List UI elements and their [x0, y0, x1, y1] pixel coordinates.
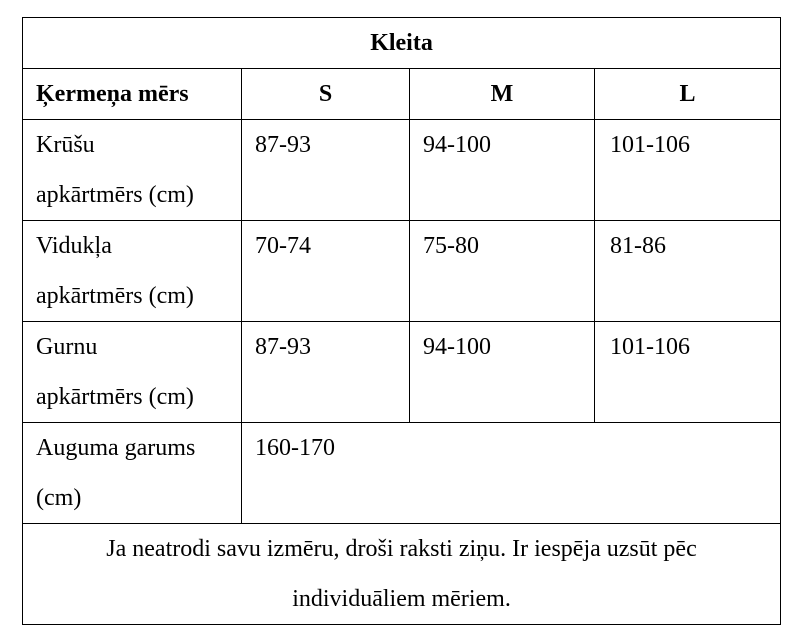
note-row [23, 524, 781, 625]
table-row-height [23, 423, 781, 524]
cell-hips-m: 94-100 [410, 322, 595, 423]
row-label-hips [23, 322, 242, 423]
size-chart-table [22, 17, 781, 625]
note-line2: individuāliem mēriem. [292, 586, 511, 612]
row-label-height [23, 423, 242, 524]
table-title: Kleita [23, 18, 781, 69]
table-row-hips [23, 322, 781, 423]
row-label-line1: Krūšu [36, 132, 95, 158]
row-label-line2: apkārtmērs (cm) [36, 182, 194, 208]
cell-chest-s: 87-93 [242, 120, 410, 221]
row-label-line2: apkārtmērs (cm) [36, 384, 194, 410]
row-label-line2: apkārtmērs (cm) [36, 283, 194, 309]
row-label-waist [23, 221, 242, 322]
cell-waist-l: 81-86 [595, 221, 781, 322]
row-label-chest [23, 120, 242, 221]
cell-chest-l: 101-106 [595, 120, 781, 221]
size-header-m: M [410, 69, 595, 120]
note-line1: Ja neatrodi savu izmēru, droši raksti ziņu. Ir iespēja uzsūt pēc [106, 536, 697, 562]
table-row-chest [23, 120, 781, 221]
header-row [23, 69, 781, 120]
row-label-line1: Auguma garums [36, 435, 196, 461]
measure-header: Ķermeņa mērs [23, 69, 242, 120]
cell-hips-l: 101-106 [595, 322, 781, 423]
title-row [23, 18, 781, 69]
cell-height-value: 160-170 [242, 423, 781, 524]
size-header-s: S [242, 69, 410, 120]
row-label-line1: Gurnu [36, 334, 98, 360]
row-label-line2: (cm) [36, 485, 82, 511]
size-header-l: L [595, 69, 781, 120]
table-row-waist [23, 221, 781, 322]
cell-waist-s: 70-74 [242, 221, 410, 322]
cell-hips-s: 87-93 [242, 322, 410, 423]
cell-chest-m: 94-100 [410, 120, 595, 221]
row-label-line1: Vidukļa [36, 233, 112, 259]
cell-waist-m: 75-80 [410, 221, 595, 322]
table-note [23, 524, 781, 625]
